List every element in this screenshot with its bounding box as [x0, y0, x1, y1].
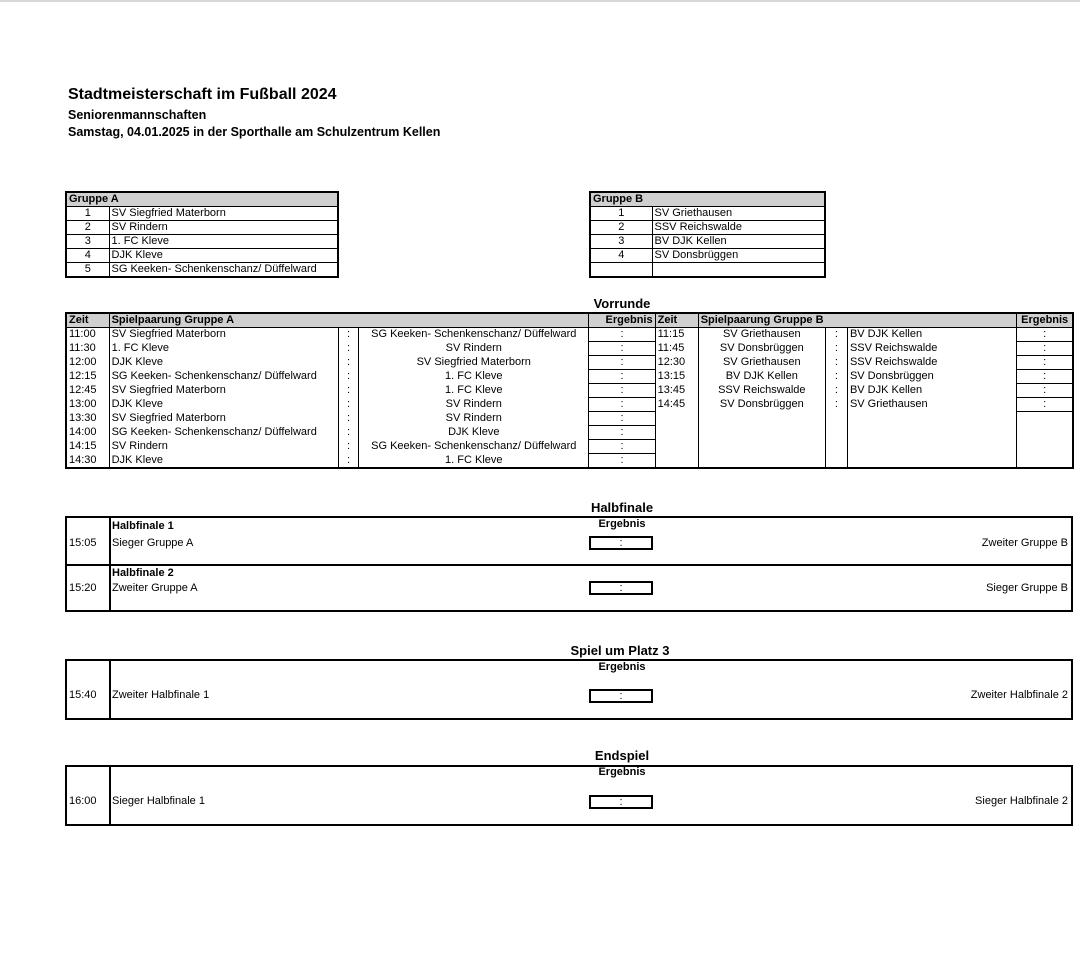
- match-b-home: SV Griethausen: [698, 356, 825, 370]
- endspiel-result: :: [589, 795, 653, 809]
- team-number: 4: [590, 249, 652, 263]
- halbfinale-title: Halbfinale: [590, 500, 654, 515]
- col-zeit-b: Zeit: [655, 313, 698, 328]
- halbfinale-1-label: Halbfinale 1: [112, 520, 174, 532]
- empty-cell: [847, 412, 1016, 426]
- empty-cell: [825, 454, 847, 469]
- page-title: Stadtmeisterschaft im Fußball 2024: [68, 86, 337, 103]
- team-name: SV Griethausen: [652, 207, 825, 221]
- match-a-separator: :: [339, 454, 359, 469]
- match-a-result: :: [589, 440, 655, 454]
- match-a-home: 1. FC Kleve: [109, 342, 338, 356]
- match-b-result: :: [1017, 356, 1073, 370]
- team-number: 3: [590, 235, 652, 249]
- top-border: [0, 0, 1080, 2]
- team-number: 5: [66, 263, 109, 278]
- match-b-home: SV Donsbrüggen: [698, 398, 825, 412]
- vorrunde-row: [66, 328, 1073, 342]
- halbfinale-1-right-team: Zweiter Gruppe B: [981, 537, 1068, 549]
- empty-cell: [847, 440, 1016, 454]
- match-b-away: BV DJK Kellen: [847, 328, 1016, 342]
- empty-cell: [698, 454, 825, 469]
- match-b-home: BV DJK Kellen: [698, 370, 825, 384]
- empty-cell: [825, 440, 847, 454]
- team-number: 2: [66, 221, 109, 235]
- col-ergebnis-a: Ergebnis: [589, 313, 655, 328]
- match-a-home: SV Rindern: [109, 440, 338, 454]
- match-a-result: :: [589, 454, 655, 469]
- match-a-away: SV Rindern: [359, 412, 589, 426]
- empty-cell: [1017, 412, 1073, 426]
- halbfinale-1-time: 15:05: [69, 537, 97, 549]
- match-a-away: DJK Kleve: [359, 426, 589, 440]
- match-a-separator: :: [339, 342, 359, 356]
- platz3-result: :: [589, 689, 653, 703]
- halbfinale-2-label: Halbfinale 2: [112, 567, 174, 579]
- match-b-separator: :: [825, 356, 847, 370]
- match-a-time: 13:00: [66, 398, 109, 412]
- halbfinale-1-result: :: [589, 536, 653, 550]
- match-a-separator: :: [339, 328, 359, 342]
- match-b-separator: :: [825, 398, 847, 412]
- team-name: SV Rindern: [109, 221, 338, 235]
- match-a-time: 12:45: [66, 384, 109, 398]
- team-number: 1: [66, 207, 109, 221]
- match-a-home: SV Siegfried Materborn: [109, 328, 338, 342]
- match-a-time: 14:30: [66, 454, 109, 469]
- match-a-result: :: [589, 328, 655, 342]
- group-a-title: Gruppe A: [66, 192, 338, 207]
- match-b-home: SV Griethausen: [698, 328, 825, 342]
- team-name: 1. FC Kleve: [109, 235, 338, 249]
- match-b-time: 13:15: [655, 370, 698, 384]
- match-a-result: :: [589, 412, 655, 426]
- match-a-away: SG Keeken- Schenkenschanz/ Düffelward: [359, 328, 589, 342]
- empty-cell: [1017, 440, 1073, 454]
- vorrunde-row: [66, 398, 1073, 412]
- match-a-time: 14:15: [66, 440, 109, 454]
- match-b-away: BV DJK Kellen: [847, 384, 1016, 398]
- halbfinale-2-result: :: [589, 581, 653, 595]
- row-divider: [67, 564, 1071, 566]
- platz3-left-team: Zweiter Halbfinale 1: [112, 689, 210, 701]
- match-a-away: SV Rindern: [359, 398, 589, 412]
- group-b-row: [590, 235, 825, 249]
- group-b-row: [590, 221, 825, 235]
- group-b-row: [590, 207, 825, 221]
- match-b-separator: :: [825, 370, 847, 384]
- match-a-home: DJK Kleve: [109, 398, 338, 412]
- match-a-home: SG Keeken- Schenkenschanz/ Düffelward: [109, 426, 338, 440]
- group-b-row: [590, 249, 825, 263]
- empty-cell: [655, 454, 698, 469]
- match-b-away: SV Griethausen: [847, 398, 1016, 412]
- platz3-title: Spiel um Platz 3: [570, 643, 670, 658]
- vorrunde-title: Vorrunde: [593, 296, 651, 311]
- team-number: 2: [590, 221, 652, 235]
- match-a-home: DJK Kleve: [109, 356, 338, 370]
- empty-cell: [655, 440, 698, 454]
- col-pairing-a: Spielpaarung Gruppe A: [109, 313, 589, 328]
- match-b-time: 12:30: [655, 356, 698, 370]
- page-subtitle: Seniorenmannschaften: [68, 108, 207, 122]
- platz3-box: [65, 659, 1073, 720]
- vorrunde-row: [66, 384, 1073, 398]
- col-zeit-a: Zeit: [66, 313, 109, 328]
- team-name: SV Donsbrüggen: [652, 249, 825, 263]
- match-b-home: SV Donsbrüggen: [698, 342, 825, 356]
- empty-cell: [698, 412, 825, 426]
- group-a-row: [66, 249, 338, 263]
- empty-cell: [825, 426, 847, 440]
- match-a-home: DJK Kleve: [109, 454, 338, 469]
- match-b-result: :: [1017, 370, 1073, 384]
- match-a-result: :: [589, 356, 655, 370]
- match-a-separator: :: [339, 356, 359, 370]
- match-a-away: 1. FC Kleve: [359, 454, 589, 469]
- team-name: SG Keeken- Schenkenschanz/ Düffelward: [109, 263, 338, 278]
- match-a-separator: :: [339, 440, 359, 454]
- match-a-time: 14:00: [66, 426, 109, 440]
- col-ergebnis-b: Ergebnis: [1017, 313, 1073, 328]
- vorrunde-row: [66, 440, 1073, 454]
- platz3-right-team: Zweiter Halbfinale 2: [970, 689, 1068, 701]
- match-a-result: :: [589, 398, 655, 412]
- match-a-home: SG Keeken- Schenkenschanz/ Düffelward: [109, 370, 338, 384]
- team-name: SSV Reichswalde: [652, 221, 825, 235]
- match-a-away: SG Keeken- Schenkenschanz/ Düffelward: [359, 440, 589, 454]
- empty-cell: [1017, 454, 1073, 469]
- match-b-result: :: [1017, 398, 1073, 412]
- event-date-line: Samstag, 04.01.2025 in der Sporthalle am Schulzentrum Kellen: [68, 125, 441, 139]
- match-a-separator: :: [339, 426, 359, 440]
- match-a-result: :: [589, 384, 655, 398]
- endspiel-ergebnis-label: Ergebnis: [598, 766, 646, 778]
- match-a-separator: :: [339, 398, 359, 412]
- halbfinale-2-time: 15:20: [69, 582, 97, 594]
- team-name: DJK Kleve: [109, 249, 338, 263]
- match-b-time: 11:45: [655, 342, 698, 356]
- endspiel-box: [65, 765, 1073, 826]
- vorrunde-table: [65, 312, 1074, 469]
- match-a-away: SV Rindern: [359, 342, 589, 356]
- match-b-separator: :: [825, 342, 847, 356]
- empty-cell: [847, 454, 1016, 469]
- match-b-separator: :: [825, 384, 847, 398]
- match-b-result: :: [1017, 328, 1073, 342]
- endspiel-time: 16:00: [69, 795, 97, 807]
- vorrunde-row: [66, 454, 1073, 469]
- match-b-time: 11:15: [655, 328, 698, 342]
- group-a-row: [66, 263, 338, 278]
- match-a-result: :: [589, 342, 655, 356]
- halbfinale-1-left-team: Sieger Gruppe A: [112, 537, 194, 549]
- match-a-separator: :: [339, 384, 359, 398]
- halbfinale-2-left-team: Zweiter Gruppe A: [112, 582, 198, 594]
- match-a-time: 11:30: [66, 342, 109, 356]
- match-b-result: :: [1017, 342, 1073, 356]
- group-b-row: [590, 263, 825, 278]
- halbfinale-2-right-team: Sieger Gruppe B: [986, 582, 1068, 594]
- empty-cell: [698, 426, 825, 440]
- match-b-time: 13:45: [655, 384, 698, 398]
- vorrunde-row: [66, 426, 1073, 440]
- match-a-time: 13:30: [66, 412, 109, 426]
- match-a-result: :: [589, 370, 655, 384]
- match-b-away: SV Donsbrüggen: [847, 370, 1016, 384]
- match-b-separator: :: [825, 328, 847, 342]
- group-b-title: Gruppe B: [590, 192, 825, 207]
- empty-cell: [825, 412, 847, 426]
- time-divider: [109, 661, 111, 718]
- endspiel-title: Endspiel: [594, 748, 650, 763]
- empty-cell: [655, 426, 698, 440]
- col-pairing-b: Spielpaarung Gruppe B: [698, 313, 1017, 328]
- team-number: 3: [66, 235, 109, 249]
- match-a-time: 12:00: [66, 356, 109, 370]
- empty-cell: [1017, 426, 1073, 440]
- match-a-home: SV Siegfried Materborn: [109, 412, 338, 426]
- group-a-table: [65, 191, 339, 278]
- endspiel-left-team: Sieger Halbfinale 1: [112, 795, 205, 807]
- halbfinale-ergebnis-label: Ergebnis: [598, 518, 646, 530]
- match-a-away: 1. FC Kleve: [359, 370, 589, 384]
- group-a-row: [66, 207, 338, 221]
- match-b-time: 14:45: [655, 398, 698, 412]
- match-a-away: SV Siegfried Materborn: [359, 356, 589, 370]
- platz3-time: 15:40: [69, 689, 97, 701]
- match-a-result: :: [589, 426, 655, 440]
- match-b-away: SSV Reichswalde: [847, 342, 1016, 356]
- empty-cell: [847, 426, 1016, 440]
- match-a-home: SV Siegfried Materborn: [109, 384, 338, 398]
- team-name: SV Siegfried Materborn: [109, 207, 338, 221]
- team-number: 1: [590, 207, 652, 221]
- time-divider: [109, 767, 111, 824]
- match-b-result: :: [1017, 384, 1073, 398]
- match-a-away: 1. FC Kleve: [359, 384, 589, 398]
- endspiel-right-team: Sieger Halbfinale 2: [975, 795, 1068, 807]
- platz3-ergebnis-label: Ergebnis: [598, 661, 646, 673]
- empty-cell: [655, 412, 698, 426]
- halbfinale-box: [65, 516, 1073, 612]
- vorrunde-row: [66, 356, 1073, 370]
- match-a-separator: :: [339, 412, 359, 426]
- vorrunde-row: [66, 412, 1073, 426]
- match-a-time: 12:15: [66, 370, 109, 384]
- empty-cell: [698, 440, 825, 454]
- group-a-row: [66, 235, 338, 249]
- team-name: BV DJK Kellen: [652, 235, 825, 249]
- match-a-time: 11:00: [66, 328, 109, 342]
- match-b-home: SSV Reichswalde: [698, 384, 825, 398]
- match-b-away: SSV Reichswalde: [847, 356, 1016, 370]
- match-a-separator: :: [339, 370, 359, 384]
- group-b-table: [589, 191, 826, 278]
- team-number: 4: [66, 249, 109, 263]
- vorrunde-row: [66, 370, 1073, 384]
- vorrunde-row: [66, 342, 1073, 356]
- group-a-row: [66, 221, 338, 235]
